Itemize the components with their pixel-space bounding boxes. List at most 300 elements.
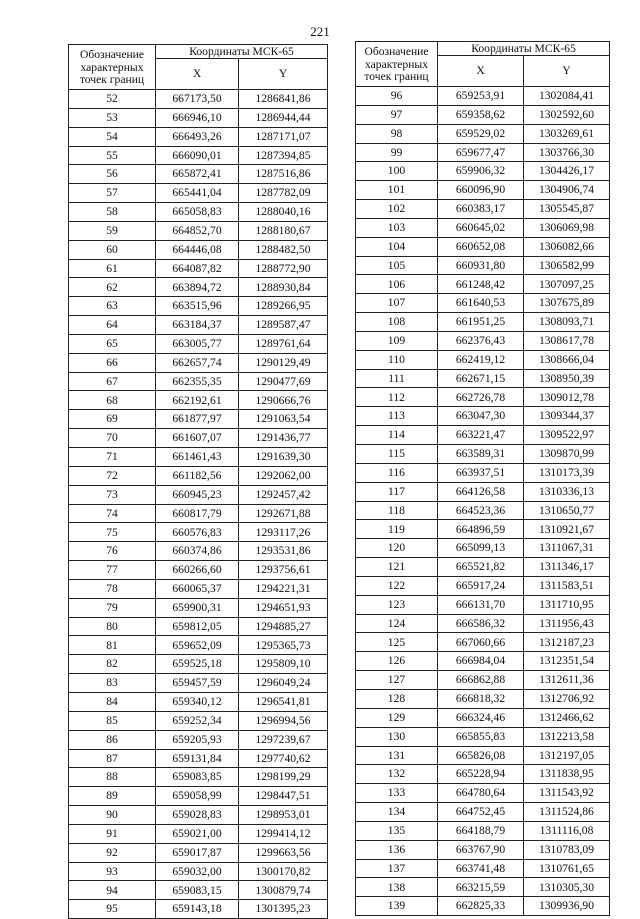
cell-point-number: 55: [69, 146, 156, 165]
cell-point-number: 97: [356, 105, 438, 124]
cell-x: 659017,87: [156, 843, 239, 862]
cell-y: 1311543,92: [524, 784, 610, 803]
cell-y: 1300170,82: [239, 862, 328, 881]
table-row: [69, 806, 328, 825]
cell-y: 1308093,71: [524, 313, 610, 332]
cell-y: 1304426,17: [524, 162, 610, 181]
cell-y: 1293756,61: [239, 561, 328, 580]
cell-y: 1298199,29: [239, 768, 328, 787]
cell-y: 1289761,64: [239, 334, 328, 353]
cell-point-number: 89: [69, 787, 156, 806]
cell-x: 662825,33: [438, 897, 524, 916]
cell-point-number: 137: [356, 859, 438, 878]
table-row: [69, 429, 328, 448]
cell-point-number: 119: [356, 520, 438, 539]
cell-point-number: 96: [356, 86, 438, 105]
cell-point-number: 128: [356, 689, 438, 708]
column-header-point-label: Обозначение характерных точек границ: [356, 42, 438, 87]
cell-y: 1288180,67: [239, 221, 328, 240]
table-row: [69, 787, 328, 806]
table-row: [356, 275, 610, 294]
cell-point-number: 69: [69, 410, 156, 429]
cell-point-number: 115: [356, 445, 438, 464]
cell-point-number: 59: [69, 221, 156, 240]
table-row: [69, 278, 328, 297]
table-row: [69, 824, 328, 843]
cell-point-number: 131: [356, 746, 438, 765]
cell-y: 1291639,30: [239, 448, 328, 467]
table-row: [69, 466, 328, 485]
cell-point-number: 109: [356, 331, 438, 350]
cell-x: 662192,61: [156, 391, 239, 410]
cell-point-number: 95: [69, 900, 156, 919]
cell-y: 1302084,41: [524, 86, 610, 105]
table-row: [356, 633, 610, 652]
cell-y: 1312706,92: [524, 689, 610, 708]
cell-point-number: 103: [356, 218, 438, 237]
table-row: [69, 579, 328, 598]
cell-x: 660817,79: [156, 504, 239, 523]
coordinates-table-left: [68, 44, 328, 919]
table-row: [356, 840, 610, 859]
cell-x: 661461,43: [156, 448, 239, 467]
cell-x: 660065,37: [156, 579, 239, 598]
cell-y: 1294651,93: [239, 598, 328, 617]
cell-point-number: 52: [69, 89, 156, 108]
cell-x: 659812,05: [156, 617, 239, 636]
cell-point-number: 62: [69, 278, 156, 297]
table-row: [69, 617, 328, 636]
cell-y: 1290129,49: [239, 353, 328, 372]
cell-point-number: 121: [356, 558, 438, 577]
table-row: [69, 391, 328, 410]
cell-point-number: 127: [356, 671, 438, 690]
table-row: [356, 124, 610, 143]
table-row: [356, 143, 610, 162]
cell-y: 1296049,24: [239, 674, 328, 693]
table-row: [356, 482, 610, 501]
table-row: [356, 803, 610, 822]
table-row: [356, 445, 610, 464]
cell-x: 660096,90: [438, 181, 524, 200]
cell-point-number: 122: [356, 576, 438, 595]
table-row: [356, 313, 610, 332]
table-row: [356, 162, 610, 181]
cell-point-number: 108: [356, 313, 438, 332]
cell-y: 1312213,58: [524, 727, 610, 746]
table-row: [69, 881, 328, 900]
cell-x: 659529,02: [438, 124, 524, 143]
cell-y: 1310783,09: [524, 840, 610, 859]
cell-x: 663221,47: [438, 426, 524, 445]
cell-point-number: 139: [356, 897, 438, 916]
cell-y: 1308666,04: [524, 350, 610, 369]
cell-point-number: 91: [69, 824, 156, 843]
cell-point-number: 88: [69, 768, 156, 787]
cell-x: 664780,64: [438, 784, 524, 803]
cell-x: 664126,58: [438, 482, 524, 501]
cell-point-number: 66: [69, 353, 156, 372]
cell-x: 664852,70: [156, 221, 239, 240]
cell-point-number: 68: [69, 391, 156, 410]
cell-x: 665872,41: [156, 165, 239, 184]
cell-point-number: 111: [356, 369, 438, 388]
cell-y: 1290477,69: [239, 372, 328, 391]
cell-y: 1309344,37: [524, 407, 610, 426]
table-row: [69, 410, 328, 429]
cell-x: 663047,30: [438, 407, 524, 426]
cell-y: 1311838,95: [524, 765, 610, 784]
cell-point-number: 116: [356, 463, 438, 482]
cell-y: 1306582,99: [524, 256, 610, 275]
cell-y: 1307097,25: [524, 275, 610, 294]
column-header-y: Y: [239, 58, 328, 89]
cell-x: 664188,79: [438, 821, 524, 840]
cell-y: 1288930,84: [239, 278, 328, 297]
table-row: [356, 86, 610, 105]
cell-x: 662671,15: [438, 369, 524, 388]
cell-y: 1304906,74: [524, 181, 610, 200]
cell-y: 1298953,01: [239, 806, 328, 825]
cell-y: 1310336,13: [524, 482, 610, 501]
table-row: [69, 636, 328, 655]
cell-point-number: 53: [69, 108, 156, 127]
cell-y: 1292671,88: [239, 504, 328, 523]
cell-x: 664087,82: [156, 259, 239, 278]
cell-y: 1299414,12: [239, 824, 328, 843]
cell-y: 1311710,95: [524, 595, 610, 614]
table-row: [356, 765, 610, 784]
cell-x: 660931,80: [438, 256, 524, 275]
cell-point-number: 100: [356, 162, 438, 181]
cell-x: 659032,00: [156, 862, 239, 881]
table-row: [69, 561, 328, 580]
table-row: [356, 859, 610, 878]
table-row: [356, 350, 610, 369]
table-row: [356, 105, 610, 124]
cell-x: 665099,13: [438, 539, 524, 558]
table-row: [356, 200, 610, 219]
table-row: [69, 372, 328, 391]
cell-point-number: 76: [69, 542, 156, 561]
cell-y: 1301395,23: [239, 900, 328, 919]
cell-x: 663184,37: [156, 316, 239, 335]
cell-y: 1310921,67: [524, 520, 610, 539]
cell-y: 1293531,86: [239, 542, 328, 561]
cell-point-number: 84: [69, 692, 156, 711]
cell-y: 1308617,78: [524, 331, 610, 350]
cell-x: 660945,23: [156, 485, 239, 504]
cell-y: 1308950,39: [524, 369, 610, 388]
cell-y: 1289266,95: [239, 297, 328, 316]
cell-x: 660576,83: [156, 523, 239, 542]
cell-y: 1287516,86: [239, 165, 328, 184]
table-row: [356, 576, 610, 595]
table-row: [69, 127, 328, 146]
cell-x: 660374,86: [156, 542, 239, 561]
cell-x: 662376,43: [438, 331, 524, 350]
cell-x: 666131,70: [438, 595, 524, 614]
cell-y: 1305545,87: [524, 200, 610, 219]
table-row: [356, 388, 610, 407]
cell-x: 664523,36: [438, 501, 524, 520]
cell-y: 1287394,85: [239, 146, 328, 165]
table-row: [356, 708, 610, 727]
cell-x: 660645,02: [438, 218, 524, 237]
cell-point-number: 135: [356, 821, 438, 840]
cell-y: 1293117,26: [239, 523, 328, 542]
cell-point-number: 94: [69, 881, 156, 900]
cell-y: 1292062,00: [239, 466, 328, 485]
table-row: [356, 727, 610, 746]
cell-point-number: 129: [356, 708, 438, 727]
cell-point-number: 130: [356, 727, 438, 746]
table-row: [356, 897, 610, 916]
cell-point-number: 106: [356, 275, 438, 294]
cell-x: 663741,48: [438, 859, 524, 878]
cell-point-number: 101: [356, 181, 438, 200]
cell-point-number: 102: [356, 200, 438, 219]
table-row: [356, 671, 610, 690]
cell-y: 1311583,51: [524, 576, 610, 595]
table-body-left: [69, 89, 328, 918]
cell-x: 659652,09: [156, 636, 239, 655]
cell-point-number: 87: [69, 749, 156, 768]
table-row: [356, 652, 610, 671]
cell-y: 1311346,17: [524, 558, 610, 577]
cell-x: 667173,50: [156, 89, 239, 108]
cell-point-number: 81: [69, 636, 156, 655]
column-header-x: X: [156, 58, 239, 89]
cell-point-number: 132: [356, 765, 438, 784]
cell-point-number: 74: [69, 504, 156, 523]
table-row: [69, 900, 328, 919]
cell-point-number: 112: [356, 388, 438, 407]
cell-x: 662726,78: [438, 388, 524, 407]
cell-x: 659253,91: [438, 86, 524, 105]
cell-point-number: 80: [69, 617, 156, 636]
coordinates-table-right: [355, 41, 610, 916]
cell-point-number: 90: [69, 806, 156, 825]
cell-point-number: 113: [356, 407, 438, 426]
cell-x: 665441,04: [156, 184, 239, 203]
cell-y: 1287782,09: [239, 184, 328, 203]
cell-x: 659677,47: [438, 143, 524, 162]
cell-y: 1311067,31: [524, 539, 610, 558]
cell-x: 666586,32: [438, 614, 524, 633]
cell-point-number: 71: [69, 448, 156, 467]
table-row: [69, 862, 328, 881]
table-row: [356, 821, 610, 840]
cell-point-number: 61: [69, 259, 156, 278]
cell-x: 665521,82: [438, 558, 524, 577]
column-header-point-label: Обозначение характерных точек границ: [69, 45, 156, 90]
cell-x: 659340,12: [156, 692, 239, 711]
cell-x: 659083,85: [156, 768, 239, 787]
cell-point-number: 70: [69, 429, 156, 448]
table-row: [69, 221, 328, 240]
cell-y: 1303766,30: [524, 143, 610, 162]
cell-x: 663005,77: [156, 334, 239, 353]
table-row: [356, 501, 610, 520]
cell-point-number: 134: [356, 803, 438, 822]
table-row: [356, 746, 610, 765]
cell-y: 1295809,10: [239, 655, 328, 674]
cell-y: 1309870,99: [524, 445, 610, 464]
cell-y: 1306069,98: [524, 218, 610, 237]
table-row: [356, 218, 610, 237]
cell-y: 1312466,62: [524, 708, 610, 727]
cell-x: 663937,51: [438, 463, 524, 482]
cell-point-number: 79: [69, 598, 156, 617]
cell-x: 659525,18: [156, 655, 239, 674]
cell-y: 1290666,76: [239, 391, 328, 410]
cell-point-number: 75: [69, 523, 156, 542]
table-row: [356, 595, 610, 614]
cell-x: 659131,84: [156, 749, 239, 768]
table-row: [69, 184, 328, 203]
table-row: [69, 146, 328, 165]
cell-y: 1288772,90: [239, 259, 328, 278]
cell-x: 664752,45: [438, 803, 524, 822]
cell-point-number: 54: [69, 127, 156, 146]
cell-point-number: 92: [69, 843, 156, 862]
table-row: [356, 426, 610, 445]
cell-x: 661607,07: [156, 429, 239, 448]
cell-point-number: 56: [69, 165, 156, 184]
cell-y: 1312187,23: [524, 633, 610, 652]
cell-x: 666324,46: [438, 708, 524, 727]
cell-y: 1294885,27: [239, 617, 328, 636]
cell-y: 1291063,54: [239, 410, 328, 429]
cell-x: 661248,42: [438, 275, 524, 294]
cell-point-number: 105: [356, 256, 438, 275]
cell-y: 1296541,81: [239, 692, 328, 711]
table-row: [356, 878, 610, 897]
cell-x: 659021,00: [156, 824, 239, 843]
cell-y: 1299663,56: [239, 843, 328, 862]
cell-x: 666090,01: [156, 146, 239, 165]
table-row: [69, 843, 328, 862]
cell-y: 1311956,43: [524, 614, 610, 633]
cell-y: 1300879,74: [239, 881, 328, 900]
cell-x: 664896,59: [438, 520, 524, 539]
cell-y: 1286944,44: [239, 108, 328, 127]
cell-y: 1311524,86: [524, 803, 610, 822]
cell-x: 659906,32: [438, 162, 524, 181]
cell-point-number: 136: [356, 840, 438, 859]
table-row: [356, 784, 610, 803]
table-row: [69, 711, 328, 730]
table-row: [356, 558, 610, 577]
table-row: [69, 353, 328, 372]
cell-x: 666862,88: [438, 671, 524, 690]
cell-point-number: 63: [69, 297, 156, 316]
cell-x: 663515,96: [156, 297, 239, 316]
cell-y: 1287171,07: [239, 127, 328, 146]
cell-point-number: 98: [356, 124, 438, 143]
table-row: [69, 504, 328, 523]
cell-x: 665855,83: [438, 727, 524, 746]
cell-y: 1309522,97: [524, 426, 610, 445]
table-row: [356, 237, 610, 256]
table-row: [69, 89, 328, 108]
column-header-coordinate-system: Координаты МСК-65: [438, 42, 610, 56]
cell-y: 1297740,62: [239, 749, 328, 768]
table-row: [69, 674, 328, 693]
cell-x: 663894,72: [156, 278, 239, 297]
cell-point-number: 64: [69, 316, 156, 335]
cell-x: 663589,31: [438, 445, 524, 464]
table-row: [69, 203, 328, 222]
cell-point-number: 104: [356, 237, 438, 256]
cell-y: 1306082,66: [524, 237, 610, 256]
table-row: [356, 181, 610, 200]
cell-y: 1309012,78: [524, 388, 610, 407]
cell-y: 1303269,61: [524, 124, 610, 143]
table-row: [69, 523, 328, 542]
cell-point-number: 58: [69, 203, 156, 222]
cell-x: 665917,24: [438, 576, 524, 595]
cell-y: 1309936,90: [524, 897, 610, 916]
cell-y: 1312611,36: [524, 671, 610, 690]
cell-x: 660652,08: [438, 237, 524, 256]
table-row: [69, 749, 328, 768]
cell-y: 1310173,39: [524, 463, 610, 482]
table-body-right: [356, 86, 610, 915]
cell-x: 659358,62: [438, 105, 524, 124]
cell-x: 662419,12: [438, 350, 524, 369]
cell-x: 665826,08: [438, 746, 524, 765]
cell-point-number: 83: [69, 674, 156, 693]
cell-x: 659252,34: [156, 711, 239, 730]
cell-y: 1294221,31: [239, 579, 328, 598]
table-row: [356, 331, 610, 350]
cell-y: 1310761,65: [524, 859, 610, 878]
table-row: [356, 369, 610, 388]
cell-point-number: 124: [356, 614, 438, 633]
cell-point-number: 138: [356, 878, 438, 897]
table-row: [69, 692, 328, 711]
cell-x: 661877,97: [156, 410, 239, 429]
table-row: [69, 259, 328, 278]
column-header-x: X: [438, 55, 524, 86]
cell-x: 666818,32: [438, 689, 524, 708]
table-row: [69, 165, 328, 184]
cell-y: 1307675,89: [524, 294, 610, 313]
cell-point-number: 118: [356, 501, 438, 520]
cell-point-number: 57: [69, 184, 156, 203]
cell-point-number: 72: [69, 466, 156, 485]
cell-x: 660383,17: [438, 200, 524, 219]
table-row: [69, 768, 328, 787]
cell-point-number: 86: [69, 730, 156, 749]
cell-y: 1291436,77: [239, 429, 328, 448]
cell-point-number: 126: [356, 652, 438, 671]
cell-y: 1286841,86: [239, 89, 328, 108]
cell-point-number: 65: [69, 334, 156, 353]
cell-x: 662355,35: [156, 372, 239, 391]
cell-point-number: 82: [69, 655, 156, 674]
table-row: [356, 294, 610, 313]
cell-point-number: 93: [69, 862, 156, 881]
cell-x: 665058,83: [156, 203, 239, 222]
cell-x: 659028,83: [156, 806, 239, 825]
cell-y: 1310305,30: [524, 878, 610, 897]
table-row: [69, 297, 328, 316]
cell-point-number: 117: [356, 482, 438, 501]
cell-y: 1302592,60: [524, 105, 610, 124]
